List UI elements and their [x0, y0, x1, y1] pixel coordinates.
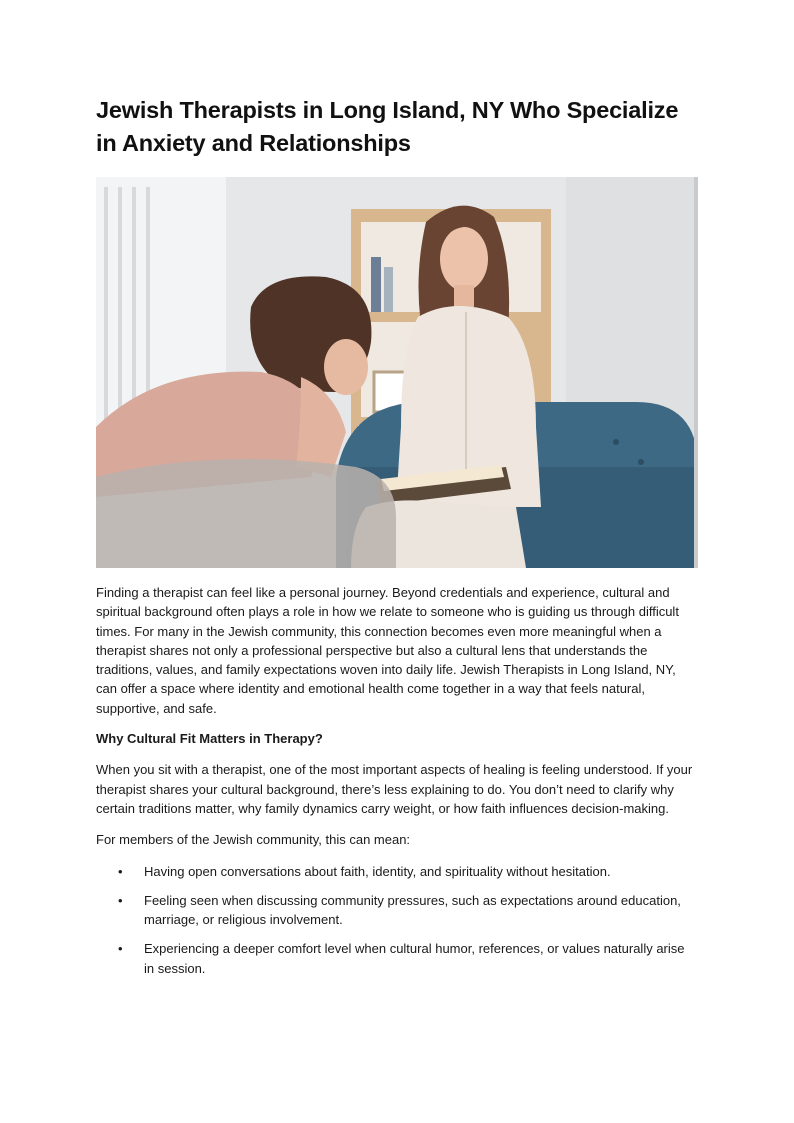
bullet-icon: • [118, 941, 123, 957]
benefits-list [96, 862, 698, 978]
intro-paragraph: Finding a therapist can feel like a personal journey. Beyond credentials and experience, cultural and spiritual background often plays a role in how we relate to someone who is guiding us through difficult times. For many in the Jewish community, this connection becomes even more meaningful when a therapist shares not only a professional perspective but also a cultural lens that understands the traditions, values, and family expectations woven into daily life. Jewish Therapists in Long Island, NY, can offer a space where identity and emotional health come together in a way that feels natural, supportive, and safe. [96, 585, 679, 716]
list-intro: For members of the Jewish community, this can mean: [96, 832, 411, 848]
list-item [96, 862, 698, 881]
bullet-icon: • [118, 892, 123, 908]
list-item [96, 939, 698, 978]
list-item-text: Having open conversations about faith, identity, and spirituality without hesitation. [144, 863, 611, 879]
list-item-text: Feeling seen when discussing community pressures, such as expectations around education, marriage, or religious involvement. [144, 892, 681, 928]
list-item-text: Experiencing a deeper comfort level when cultural humor, references, or values naturally arise in session. [144, 941, 685, 976]
list-item [96, 891, 698, 930]
therapy-session-photo [96, 177, 698, 568]
bullet-icon: • [118, 863, 123, 879]
section-heading: Why Cultural Fit Matters in Therapy? [96, 731, 323, 747]
document-page [96, 94, 698, 988]
page-title: Jewish Therapists in Long Island, NY Who Specialize in Anxiety and Relationships [96, 97, 679, 156]
section-paragraph: When you sit with a therapist, one of the most important aspects of healing is feeling understood. If your therapist shares your cultural background, there’s less explaining to do. You don’t need to clarify why certain traditions matter, why family dynamics carry weight, or how faith influences decision-making. [96, 762, 693, 816]
